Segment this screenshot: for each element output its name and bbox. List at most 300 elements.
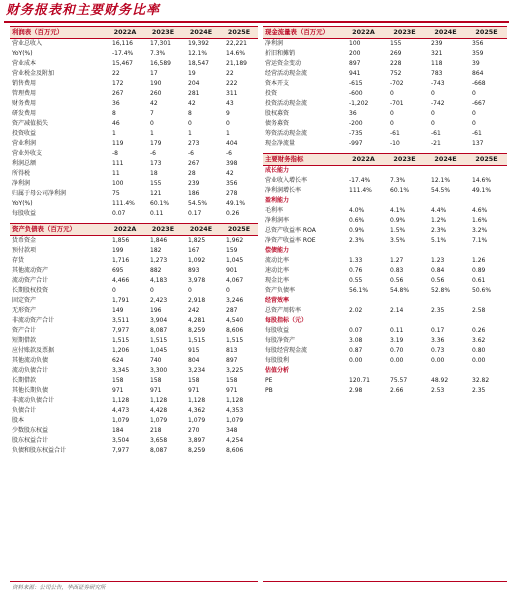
year-header: 2024E: [182, 27, 220, 39]
table-row: [10, 286, 258, 296]
table-row: [10, 59, 258, 69]
cell-value: 0: [390, 120, 394, 127]
cell-value: 269: [390, 50, 402, 57]
cell-value: 21,189: [226, 60, 247, 67]
right-column: [263, 26, 507, 396]
cell-value: 11: [112, 170, 120, 177]
cell-value: 2.98: [349, 387, 363, 394]
cell-value: 1,045: [150, 347, 168, 354]
cell-value: 1,079: [226, 417, 244, 424]
table-header-row: [10, 224, 258, 236]
cell-value: 897: [226, 357, 238, 364]
cell-value: 0.80: [472, 347, 486, 354]
row-label: 每股经营现金流: [265, 347, 308, 354]
table-row: [10, 179, 258, 189]
row-label: 净资产收益率 ROE: [265, 237, 316, 244]
cell-value: 971: [188, 387, 200, 394]
cell-value: 404: [226, 140, 238, 147]
row-label: 营运资金变动: [265, 60, 302, 67]
cell-value: 0: [431, 90, 435, 97]
cell-value: 12.1%: [188, 50, 208, 57]
cell-value: 1,045: [226, 257, 244, 264]
row-label: 债务募资: [265, 120, 290, 127]
table-row: [10, 109, 258, 119]
cell-value: 0.83: [390, 267, 404, 274]
cell-value: 54.5%: [188, 200, 208, 207]
cell-value: 18,547: [188, 60, 209, 67]
year-header: 2023E: [144, 27, 182, 39]
cell-value: 0.76: [349, 267, 363, 274]
cell-value: 1,128: [150, 397, 168, 404]
section-row: [263, 246, 507, 256]
cell-value: -21: [431, 140, 441, 147]
cell-value: 182: [150, 247, 162, 254]
cell-value: 0.11: [150, 210, 164, 217]
cell-value: 2.35: [472, 387, 486, 394]
cell-value: -17.4%: [349, 177, 371, 184]
income-statement-table: [10, 26, 258, 219]
cell-value: 17,301: [150, 40, 171, 47]
table-row: [263, 216, 507, 226]
cell-value: 4.1%: [390, 207, 406, 214]
cell-value: 4,466: [112, 277, 130, 284]
table-row: [263, 129, 507, 139]
cell-value: 1,856: [112, 237, 130, 244]
cell-value: 4,281: [188, 317, 206, 324]
table-row: [10, 129, 258, 139]
cell-value: 9: [226, 110, 230, 117]
table-row: [263, 109, 507, 119]
cell-value: 260: [150, 90, 162, 97]
year-header: 2025E: [466, 154, 507, 166]
cell-value: -200: [349, 120, 363, 127]
cell-value: 100: [112, 180, 124, 187]
cell-value: 398: [226, 160, 238, 167]
cell-value: 7.3%: [390, 177, 406, 184]
table-row: [10, 209, 258, 219]
row-label: 现金比率: [265, 277, 290, 284]
table-row: [263, 306, 507, 316]
cell-value: 287: [226, 307, 238, 314]
year-header: 2023E: [144, 224, 182, 236]
table-row: [263, 356, 507, 366]
cell-value: 0.26: [472, 327, 486, 334]
cell-value: 1,962: [226, 237, 244, 244]
cell-value: 0.9%: [390, 217, 406, 224]
cell-value: -600: [349, 90, 363, 97]
cell-value: 3,225: [226, 367, 244, 374]
cell-value: 804: [188, 357, 200, 364]
cell-value: 311: [226, 90, 238, 97]
cell-value: 218: [150, 427, 162, 434]
row-label: 非流动负债合计: [12, 397, 55, 404]
cell-value: 356: [472, 40, 484, 47]
year-header: 2024E: [182, 224, 220, 236]
cell-value: 321: [431, 50, 443, 57]
cell-value: 0: [472, 90, 476, 97]
cell-value: -743: [431, 80, 445, 87]
cell-value: 941: [349, 70, 361, 77]
row-label: 其他长期负债: [12, 387, 49, 394]
cell-value: 52.8%: [431, 287, 451, 294]
table-row: [10, 426, 258, 436]
cell-value: 0.00: [472, 357, 486, 364]
cell-value: 359: [472, 50, 484, 57]
table-row: [10, 79, 258, 89]
cell-value: 270: [188, 427, 200, 434]
cell-value: 0: [150, 287, 154, 294]
cell-value: -6: [226, 150, 232, 157]
year-header: 2025E: [466, 27, 507, 39]
table-row: [263, 266, 507, 276]
cell-value: 42: [150, 100, 158, 107]
cell-value: 8,087: [150, 327, 168, 334]
cell-value: 0: [188, 287, 192, 294]
cell-value: -6: [188, 150, 194, 157]
row-label: 销售费用: [12, 80, 37, 87]
cell-value: 190: [150, 80, 162, 87]
cell-value: 3,504: [112, 437, 130, 444]
cell-value: 1.6%: [472, 217, 488, 224]
row-label: YoY(%): [12, 50, 33, 57]
section-row: [263, 366, 507, 376]
cell-value: 281: [188, 90, 200, 97]
cell-value: 158: [150, 377, 162, 384]
row-label: 每股股利: [265, 357, 290, 364]
table-row: [10, 246, 258, 256]
balance-sheet-table: [10, 223, 258, 456]
row-label: 投资收益: [12, 130, 37, 137]
cell-value: 14.6%: [472, 177, 492, 184]
row-label: 其他流动资产: [12, 267, 49, 274]
cell-value: 1,791: [112, 297, 130, 304]
table-row: [10, 159, 258, 169]
section-title: 偿债能力: [265, 247, 290, 254]
table-row: [263, 79, 507, 89]
cell-value: 0.89: [472, 267, 486, 274]
cell-value: 901: [226, 267, 238, 274]
cell-value: 0: [226, 120, 230, 127]
row-label: 预付款项: [12, 247, 37, 254]
cell-value: 356: [226, 180, 238, 187]
cell-value: 199: [112, 247, 124, 254]
cell-value: 158: [226, 377, 238, 384]
cell-value: 7: [150, 110, 154, 117]
cell-value: 3,234: [188, 367, 206, 374]
ratios-table: [263, 153, 507, 396]
table-row: [263, 59, 507, 69]
cell-value: 1.27: [390, 257, 404, 264]
cell-value: 39: [472, 60, 480, 67]
table-row: [10, 296, 258, 306]
cash-flow-table: [263, 26, 507, 149]
table-row: [10, 276, 258, 286]
cell-value: 36: [112, 100, 120, 107]
cell-value: 18: [150, 170, 158, 177]
cell-value: 2.35: [431, 307, 445, 314]
cell-value: 348: [226, 427, 238, 434]
cell-value: 196: [150, 307, 162, 314]
cell-value: 149: [112, 307, 124, 314]
cell-value: 22: [112, 70, 120, 77]
cell-value: 12.1%: [431, 177, 451, 184]
row-label: 每股净资产: [265, 337, 296, 344]
cell-value: 42: [226, 170, 234, 177]
row-label: 研发费用: [12, 110, 37, 117]
table-header-title: 现金流量表（百万元）: [263, 27, 343, 39]
cell-value: 971: [226, 387, 238, 394]
row-label: 利润总额: [12, 160, 37, 167]
row-label: 所得税: [12, 170, 31, 177]
cell-value: -6: [150, 150, 156, 157]
cell-value: 1,515: [112, 337, 130, 344]
cell-value: 2,918: [188, 297, 206, 304]
row-label: 营业成本: [12, 60, 37, 67]
cell-value: 186: [188, 190, 200, 197]
cell-value: 0: [188, 120, 192, 127]
cell-value: 0.61: [472, 277, 486, 284]
cell-value: 1,128: [112, 397, 130, 404]
row-label: 净利润: [265, 40, 284, 47]
cell-value: 893: [188, 267, 200, 274]
cell-value: 228: [390, 60, 402, 67]
cell-value: 0.56: [431, 277, 445, 284]
cell-value: 159: [226, 247, 238, 254]
cell-value: 0: [390, 110, 394, 117]
row-label: 股本: [12, 417, 25, 424]
cell-value: 2.58: [472, 307, 486, 314]
table-row: [10, 89, 258, 99]
cell-value: 4,362: [188, 407, 206, 414]
cell-value: 0: [472, 110, 476, 117]
cell-value: 42: [188, 100, 196, 107]
row-label: 折旧和摊销: [265, 50, 296, 57]
cell-value: 1,206: [112, 347, 130, 354]
row-label: 总资产周转率: [265, 307, 302, 314]
cell-value: 1: [150, 130, 154, 137]
cell-value: -735: [349, 130, 363, 137]
page-title: 财务报表和主要财务比率: [6, 3, 161, 18]
cell-value: 111.4%: [349, 187, 372, 194]
cell-value: 0.87: [349, 347, 363, 354]
cell-value: 167: [188, 247, 200, 254]
cell-value: 22,221: [226, 40, 247, 47]
cell-value: 3.36: [431, 337, 445, 344]
cell-value: 179: [150, 140, 162, 147]
table-row: [10, 199, 258, 209]
cell-value: 8: [112, 110, 116, 117]
cell-value: 75: [112, 190, 120, 197]
table-row: [263, 346, 507, 356]
cell-value: 56.1%: [349, 287, 369, 294]
row-label: 资产减值损失: [12, 120, 49, 127]
cell-value: 2.66: [390, 387, 404, 394]
cell-value: 75.57: [390, 377, 408, 384]
cell-value: 915: [188, 347, 200, 354]
year-header: 2022A: [343, 154, 384, 166]
cell-value: 752: [390, 70, 402, 77]
table-header-row: [10, 27, 258, 39]
cell-value: 1,092: [188, 257, 206, 264]
cell-value: 267: [112, 90, 124, 97]
section-title: 盈利能力: [265, 197, 290, 204]
cell-value: 0.26: [226, 210, 240, 217]
table-row: [10, 169, 258, 179]
cell-value: 3,511: [112, 317, 130, 324]
cell-value: 1,515: [226, 337, 244, 344]
row-label: 应付账款及票据: [12, 347, 55, 354]
source-note: 资料来源：公司公告，华西证券研究所: [12, 585, 106, 591]
row-label: 现金净流量: [265, 140, 296, 147]
table-row: [10, 99, 258, 109]
cell-value: 36: [349, 110, 357, 117]
cell-value: 8,259: [188, 327, 206, 334]
table-header-title: 主要财务指标: [263, 154, 343, 166]
cell-value: 4,183: [150, 277, 168, 284]
cell-value: 137: [472, 140, 484, 147]
cell-value: 8,606: [226, 447, 244, 454]
cell-value: -667: [472, 100, 486, 107]
table-row: [10, 416, 258, 426]
row-label: 非流动资产合计: [12, 317, 55, 324]
cell-value: 1,515: [150, 337, 168, 344]
cell-value: 28: [188, 170, 196, 177]
cell-value: 0: [226, 287, 230, 294]
cell-value: 118: [431, 60, 443, 67]
row-label: 投资活动现金流: [265, 100, 308, 107]
cell-value: 695: [112, 267, 124, 274]
table-header-row: [263, 27, 507, 39]
table-row: [10, 266, 258, 276]
cell-value: 0.55: [349, 277, 363, 284]
table-row: [263, 119, 507, 129]
row-label: 净利润增长率: [265, 187, 302, 194]
table-row: [263, 186, 507, 196]
cell-value: 1,273: [150, 257, 168, 264]
cell-value: 1,846: [150, 237, 168, 244]
row-label: 营业税金及附加: [12, 70, 55, 77]
cell-value: 1,079: [150, 417, 168, 424]
cell-value: 1.2%: [431, 217, 447, 224]
table-row: [263, 39, 507, 50]
cell-value: 1: [226, 130, 230, 137]
cell-value: 1: [112, 130, 116, 137]
cell-value: 204: [188, 80, 200, 87]
cell-value: 120.71: [349, 377, 370, 384]
cell-value: 4,428: [150, 407, 168, 414]
table-row: [263, 236, 507, 246]
cell-value: 0.6%: [349, 217, 365, 224]
cell-value: 8,606: [226, 327, 244, 334]
cell-value: -997: [349, 140, 363, 147]
cell-value: 1,079: [112, 417, 130, 424]
table-row: [10, 256, 258, 266]
row-label: 速动比率: [265, 267, 290, 274]
year-header: 2024E: [425, 154, 466, 166]
table-row: [263, 49, 507, 59]
row-label: 资产合计: [12, 327, 37, 334]
cell-value: 273: [188, 140, 200, 147]
cell-value: 15,467: [112, 60, 133, 67]
cell-value: 2.3%: [349, 237, 365, 244]
cell-value: 1.26: [472, 257, 486, 264]
table-row: [10, 406, 258, 416]
cell-value: 54.8%: [390, 287, 410, 294]
table-row: [263, 176, 507, 186]
bottom-divider-right: [263, 581, 507, 582]
section-row: [263, 196, 507, 206]
cell-value: 3,897: [188, 437, 206, 444]
table-row: [10, 236, 258, 247]
cell-value: -61: [390, 130, 400, 137]
row-label: 总资产收益率 ROA: [265, 227, 316, 234]
cell-value: 3,300: [150, 367, 168, 374]
cell-value: 3,978: [188, 277, 206, 284]
cell-value: 624: [112, 357, 124, 364]
row-label: PE: [265, 377, 273, 384]
cell-value: 111.4%: [112, 200, 135, 207]
cell-value: 60.1%: [150, 200, 170, 207]
cell-value: 16,116: [112, 40, 133, 47]
cell-value: 173: [150, 160, 162, 167]
cell-value: 2.3%: [431, 227, 447, 234]
cell-value: 0.00: [349, 357, 363, 364]
cell-value: 3,345: [112, 367, 130, 374]
table-row: [10, 306, 258, 316]
table-row: [10, 366, 258, 376]
cell-value: 4.6%: [472, 207, 488, 214]
cell-value: -10: [390, 140, 400, 147]
row-label: 存货: [12, 257, 25, 264]
table-row: [10, 189, 258, 199]
row-label: 货币资金: [12, 237, 37, 244]
cell-value: 239: [188, 180, 200, 187]
row-label: 营业外收支: [12, 150, 43, 157]
row-label: 长期借款: [12, 377, 37, 384]
cell-value: 4,067: [226, 277, 244, 284]
table-row: [263, 326, 507, 336]
row-label: 净利润: [12, 180, 31, 187]
year-header: 2023E: [384, 27, 425, 39]
row-label: 资本开支: [265, 80, 290, 87]
table-row: [10, 356, 258, 366]
table-header-title: 利润表（百万元）: [10, 27, 106, 39]
cell-value: 4,353: [226, 407, 244, 414]
table-row: [10, 326, 258, 336]
row-label: 资产负债率: [265, 287, 296, 294]
cell-value: 60.1%: [390, 187, 410, 194]
cell-value: 0.17: [431, 327, 445, 334]
cell-value: 3.2%: [472, 227, 488, 234]
cell-value: 43: [226, 100, 234, 107]
cell-value: 49.1%: [226, 200, 246, 207]
table-row: [10, 119, 258, 129]
cell-value: -615: [349, 80, 363, 87]
cell-value: 158: [112, 377, 124, 384]
row-label: 股东权益合计: [12, 437, 49, 444]
cell-value: 184: [112, 427, 124, 434]
cell-value: 158: [188, 377, 200, 384]
cell-value: 1.5%: [390, 227, 406, 234]
row-label: 负债合计: [12, 407, 37, 414]
cell-value: 267: [188, 160, 200, 167]
table-row: [10, 149, 258, 159]
table-row: [263, 99, 507, 109]
cell-value: 1: [188, 130, 192, 137]
cell-value: 200: [349, 50, 361, 57]
cell-value: 0: [112, 287, 116, 294]
row-label: PB: [265, 387, 273, 394]
